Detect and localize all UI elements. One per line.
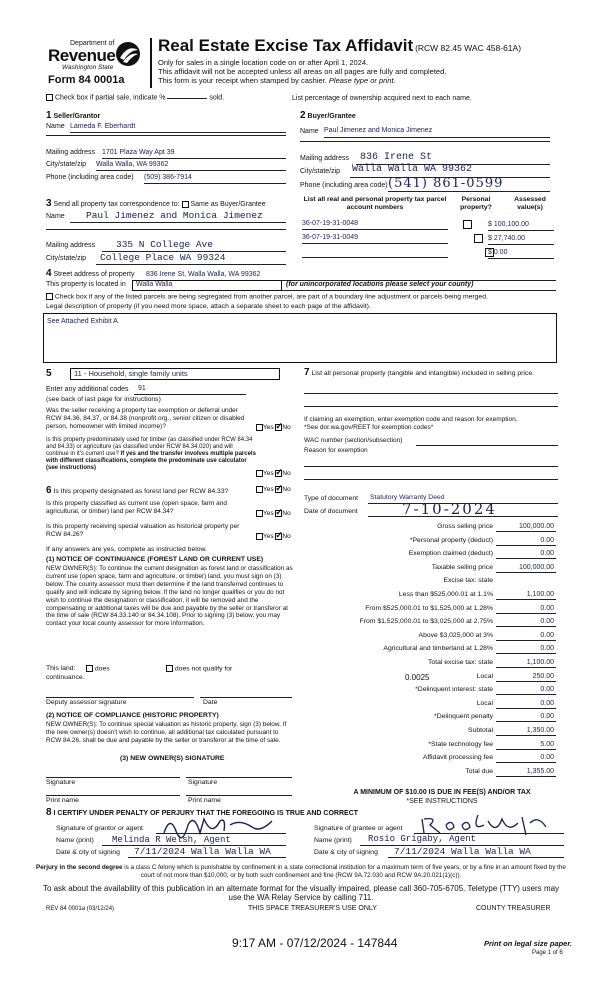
additional-codes-row: Enter any additional codes 91 (46, 386, 286, 394)
tax-row-label: Less than $525,000.01 at 1.1% (398, 591, 493, 598)
correspondence-name-line2 (46, 229, 286, 230)
parcel-row (302, 220, 448, 228)
logo-dept: Department of (70, 40, 115, 47)
local-rate: 0.0025 (405, 673, 430, 682)
reason-line[interactable] (304, 479, 558, 480)
minimum-notice: A MINIMUM OF $10.00 IS DUE IN FEE(S) AND/OR TAX (353, 789, 531, 796)
tax-row-value[interactable]: 0.00 (540, 700, 554, 707)
exemption-question: Was the seller receiving a property tax exemption or deferral under RCW 84.36, 84.37, or 84.38 (nonprofit org., senior citizen or disabled person, homeowner with limited income)? (46, 407, 245, 430)
header-divider (150, 38, 152, 88)
tax-row-label: Local (476, 673, 493, 680)
timber-no-checkbox[interactable] (275, 470, 282, 477)
buyer-city-field[interactable]: Walla Walla WA 99362 (352, 164, 473, 175)
wac-row: WAC number (section/subsection) (304, 437, 558, 445)
tax-row-value[interactable]: 0.00 (540, 605, 554, 612)
correspondence-heading: 3 Send all property tax correspondence to: Same as Buyer/Grantee (46, 198, 266, 209)
legal-description-text: See Attached Exhibit A (47, 318, 118, 325)
owner-signature-label: Signature (188, 779, 218, 786)
timber-question: Is this property predominately used for timber (as classified under RCW 84.34 and 84.33) or agriculture (as classified under RCW 84.34.020) and will continue in it's current use? If yes and the transfer involves multiple parcels with different classifications, complete the predominate use calculator (see instructions) (46, 437, 256, 471)
notice-continuance-title: (1) NOTICE OF CONTINUANCE (FOREST LAND OR CURRENT USE) (46, 556, 264, 563)
personal-property-line[interactable] (304, 393, 558, 394)
doc-type-row: Type of document Statutory Warranty Deed (304, 495, 558, 503)
tax-row-label: From $525,000.01 to $1,525,000 at 1.28% (365, 605, 493, 612)
tax-row-value[interactable]: 0.00 (540, 537, 554, 544)
doc-date-field[interactable]: 7-10-2024 (402, 500, 497, 518)
correspondence-name-row: Name Paul Jimenez and Monica Jimenez (46, 213, 286, 221)
assessed-value-field[interactable]: $ 0.00 (488, 249, 508, 256)
seller-name-row: Name Lameda F. Eberhardt (46, 123, 286, 131)
seller-heading: 1 Seller/Grantor (46, 110, 101, 121)
tax-row-label: Above $3,025,000 at 3% (418, 632, 493, 639)
tax-row-value[interactable]: 0.00 (540, 686, 554, 693)
tax-row-label: Total due (465, 768, 493, 775)
tax-row-value[interactable]: 100,000.00 (518, 523, 554, 530)
correspondence-city-field[interactable]: College Place WA 99324 (100, 252, 226, 263)
buyer-name-row: Name Paul Jimenez and Monica Jimenez (300, 128, 550, 136)
tax-row-label: *Personal property (deduct) (409, 537, 493, 544)
buyer-phone-field[interactable]: (541) 861-0599 (388, 176, 504, 191)
current-use-question: Is this property classified as current use (open space, farm and agricultural, or timber) land per RCW 84.34? (46, 500, 228, 515)
revision-label: REV 84 0001a (03/12/24) (46, 906, 115, 912)
street-address-row: 4 Street address of property 836 Irene St, Walla Walla, WA 99362 (46, 268, 556, 280)
seller-name-field[interactable]: Lameda F. Eberhardt (70, 123, 136, 130)
county-treasurer-label: COUNTY TREASURER (476, 905, 551, 912)
tax-row-label: Subtotal (468, 727, 493, 734)
exemption-code-label: If claiming an exemption, enter exemption code and reason for exemption. *See dor.wa.gov/REET for exemption codes* (304, 416, 518, 431)
same-as-buyer-checkbox[interactable] (182, 201, 189, 208)
correspondence-name-field[interactable]: Paul Jimenez and Monica Jimenez (86, 210, 263, 221)
buyer-mail-row: Mailing address 836 Irene St (300, 155, 550, 163)
buyer-heading: 2 Buyer/Grantee (300, 110, 356, 121)
tax-row-value[interactable]: 0.00 (540, 754, 554, 761)
notice-compliance-title: (2) NOTICE OF COMPLIANCE (HISTORIC PROPERTY) (46, 712, 219, 719)
location-select[interactable]: Walla Walla (132, 280, 282, 291)
current-use-no-checkbox[interactable] (275, 510, 282, 517)
owner-signature-line[interactable] (186, 777, 292, 778)
current-use-yes-no: Yes ✓ No (256, 510, 291, 518)
forest-yes-no: Yes ✓ No (256, 486, 291, 494)
form-number: Form 84 0001a (48, 74, 125, 87)
assessed-value-row (488, 249, 554, 257)
assessed-value-field[interactable]: $ 27,740.00 (488, 235, 525, 242)
deputy-signature-label: Deputy assessor signature (46, 699, 127, 706)
additional-codes-field[interactable]: 91 (138, 385, 146, 392)
buyer-name-line2 (300, 141, 550, 142)
doc-date-row: Date of document 7-10-2024 (304, 508, 558, 516)
see-back-note: (see back of last page for instructions) (46, 396, 161, 403)
tax-row-label: Total excise tax: state (428, 659, 493, 666)
tax-row-value[interactable]: 1,100.00 (526, 591, 554, 598)
grantee-date-row: Date & city of signing 7/11/2024 Walla Walla WA (314, 849, 564, 857)
forest-no-checkbox[interactable] (275, 486, 282, 493)
alt-format-note: To ask about the availability of this publication in an alternate format for the visually impaired, please call 360-705-6705. Teletype (TTY) users may use the WA Relay Service by calling 711. (42, 884, 560, 902)
tax-row-value[interactable]: 0.00 (540, 618, 554, 625)
tax-row-value[interactable]: 1,350.00 (526, 727, 554, 734)
grantor-sig-row: Signature of grantor or agent (56, 825, 286, 833)
legal-description-field[interactable] (43, 313, 557, 363)
seller-city-field[interactable]: Walla Walla, WA 99362 (96, 161, 169, 168)
buyer-name-field[interactable]: Paul Jimenez and Monica Jimenez (324, 127, 433, 134)
swoosh-logo-icon (114, 40, 142, 68)
grantee-name-row: Name (print) Rosio Grigaby, Agent (314, 837, 564, 845)
notice-compliance-body: NEW OWNER(S): To continue special valuation as historic property, sign (3) below. If the new owner(s) doesn't wish to continue, all additional tax calculated pursuant to RCW 84.26, shall be due and payable by the seller or transferor at the time of sale. (46, 721, 287, 744)
personal-property-line[interactable] (304, 406, 558, 407)
owner-signature-label: Signature (46, 779, 76, 786)
owner-print-label: Print name (188, 797, 221, 804)
tax-row-label: *Delinquent interest: state (415, 686, 493, 693)
section5-heading: 5 (46, 368, 52, 379)
reason-line[interactable] (304, 466, 558, 467)
tax-row-label: *State technology fee (428, 741, 493, 748)
segregated-checkbox[interactable] (46, 293, 53, 300)
perjury-note: Perjury in the second degree is a class C felony which is punishable by confinement in a state correctional institution for a maximum term of five years, or by a fine in an amount fixed by the court of not more than $10,000, or by both such confinement and fine (RCW 9A.72.030 and RCW 9A.20.021(1)(c)). (36, 864, 566, 879)
tax-row-value[interactable]: 0.00 (540, 713, 554, 720)
seller-name-line2 (46, 135, 286, 136)
owner-print-line[interactable] (46, 795, 180, 796)
this-land-row: This land: does does not qualify for continuance. (46, 665, 233, 682)
certify-row: 8 I CERTIFY UNDER PENALTY OF PERJURY THAT THE FOREGOING IS TRUE AND CORRECT (46, 807, 359, 818)
tax-row-value[interactable]: 0.00 (540, 645, 554, 652)
page-number: Page 1 of 6 (532, 950, 563, 956)
current-use-yes-checkbox[interactable] (256, 510, 263, 517)
grantor-date-row: Date & city of signing 7/11/2024 Walla Walla WA (56, 849, 286, 857)
tax-row-label: Agricultural and timberland at 1.28% (383, 645, 493, 652)
notice-continuance-body: NEW OWNER(S): To continue the current designation as forest land or classification as current use (open space, farm and agriculture, or timber) land, you must sign on (3) below. The county assessor must then determine if the land transferred continues to qualify and will indicate by signing below. If the land no longer qualifies or you do not wish to continue the designation or classification, it will be removed and the compensating or additional taxes will be due and payable by the seller or transferor at the time of sale (RCW 84.33.140 or 84.34.108). Prior to signing (3) below, you may contact your local county assessor for more information. (46, 565, 293, 628)
partial-sale-checkbox[interactable] (46, 94, 53, 101)
historic-yes-checkbox[interactable] (256, 533, 263, 540)
timber-yes-checkbox[interactable] (256, 470, 263, 477)
assessed-value-field[interactable]: $ 100,100.00 (488, 221, 529, 228)
does-not-qualify-checkbox[interactable] (166, 665, 173, 672)
personal-property-checkbox[interactable] (463, 220, 472, 229)
located-row: This property is located in Walla Walla (for unincorporated locations please select your county) (46, 281, 556, 289)
tax-row-value[interactable]: 0.00 (540, 632, 554, 639)
owner-print-label: Print name (46, 797, 79, 804)
historic-yes-no: Yes ✓ No (256, 533, 291, 541)
deputy-date-label: Date (203, 699, 218, 706)
seller-phone-row: Phone (including area code) (509) 386-7914 (46, 174, 286, 182)
grantee-name-field[interactable]: Rosio Grigaby, Agent (368, 834, 477, 844)
buyer-mail-field[interactable]: 836 Irene St (360, 152, 433, 163)
land-use-code-select[interactable]: 11 - Household, single family units (70, 368, 280, 380)
personal-property-checkbox[interactable] (474, 234, 483, 243)
correspondence-mail-field[interactable]: 335 N College Ave (116, 239, 213, 250)
grantee-sig-row: Signature of grantee or agent (314, 825, 564, 833)
owner-signature-line[interactable] (46, 777, 180, 778)
seller-phone-field[interactable]: (509) 386-7914 (144, 174, 192, 181)
header-line3: This form is your receipt when stamped by cashier. (158, 76, 327, 86)
assessed-col-header: Assessed value(s) (514, 196, 546, 212)
legal-size-note: Print on legal size paper. (484, 939, 572, 948)
tax-row-label: Exemption claimed (deduct) (408, 550, 493, 557)
tax-row-value[interactable]: 1,355.00 (526, 768, 554, 775)
timber-yes-no: Yes ✓ No (256, 470, 291, 478)
header-line1: Only for sales in a single location code on or after April 1, 2024. (158, 58, 369, 68)
tax-row-label: Affidavit processing fee (422, 754, 493, 761)
treasurer-use-label: THIS SPACE TREASURER'S USE ONLY (248, 905, 377, 912)
new-owner-signature-title: (3) NEW OWNER(S) SIGNATURE (120, 755, 225, 762)
does-qualify-checkbox[interactable] (86, 665, 93, 672)
correspondence-mail-row: Mailing address 335 N College Ave (46, 242, 286, 250)
list-percentage-note: List percentage of ownership acquired next to each name. (292, 95, 472, 102)
logo-state: Washington State (62, 64, 114, 72)
grantor-name-field[interactable]: Melinda R Welsh, Agent (112, 835, 231, 845)
grantor-date-field[interactable]: 7/11/2024 Walla Walla WA (134, 846, 271, 857)
deputy-signature-line[interactable] (46, 697, 194, 698)
tax-row-label: Taxable selling price (431, 564, 493, 571)
tax-row-value[interactable]: 250.00 (532, 673, 554, 680)
parcel-col-header: List all real and personal property tax parcel account numbers (303, 196, 447, 212)
tax-row-label: Excise tax: state (443, 577, 493, 584)
form-header (158, 36, 578, 85)
legal-label: Legal description of property (if you need more space, attach a separate sheet to each page of the affidavit). (46, 303, 371, 310)
seller-mail-row: Mailing address 1701 Plaza Way Apt 39 (46, 149, 286, 157)
historic-no-checkbox[interactable] (275, 533, 282, 540)
cashier-stamp: 9:17 AM - 07/12/2024 - 147844 (232, 936, 398, 950)
parcel-number-field[interactable]: 36-07-19-31-0049 (302, 234, 359, 241)
form-rcw: (RCW 82.45 WAC 458-61A) (415, 43, 522, 53)
tax-row-label: Gross selling price (437, 523, 493, 530)
tax-row-label: From $1,525,000.01 to $3,025,000 at 2.75% (359, 618, 493, 625)
seller-city-row: City/state/zip Walla Walla, WA 99362 (46, 161, 286, 169)
dor-logo (48, 40, 148, 87)
forest-yes-checkbox[interactable] (256, 486, 263, 493)
segregated-row: Check box if any of the listed parcels are being segregated from another parcel, are part of a boundary line adjustment or parcels being merged. (46, 293, 561, 301)
deputy-date-line[interactable] (200, 697, 292, 698)
tax-row-value[interactable]: 1,100.00 (526, 659, 554, 666)
partial-sale-label: Check box if partial sale, indicate % (54, 94, 166, 102)
tax-row-value[interactable]: 0.00 (540, 550, 554, 557)
historic-question: Is this property receiving special valuation as historical property per RCW 84.26? (46, 523, 240, 538)
buyer-phone-row: Phone (including area code) (541) 861-0599 (300, 182, 550, 190)
sold-label: sold. (209, 94, 225, 102)
grantee-date-field[interactable]: 7/11/2024 Walla Walla WA (394, 846, 531, 857)
if-yes-note: If any answers are yes, complete as instructed below. (46, 546, 207, 553)
tax-row-value[interactable]: 5.00 (540, 741, 554, 748)
parcel-number-field[interactable]: 36-07-19-31-0048 (302, 220, 359, 227)
form-title: Real Estate Excise Tax Affidavit (158, 36, 414, 55)
assessed-value-row (488, 235, 554, 243)
parcel-row (302, 234, 448, 242)
forest-question: 6 Is this property designated as forest land per RCW 84.33? (46, 485, 229, 496)
assessed-value-row (488, 221, 554, 229)
seller-mail-field[interactable]: 1701 Plaza Way Apt 39 (102, 149, 175, 156)
correspondence-city-row: City/state/zip College Place WA 99324 (46, 255, 286, 263)
tax-row-label: *Delinquent penalty (434, 713, 493, 720)
doc-type-field[interactable]: Statutory Warranty Deed (370, 494, 445, 501)
buyer-city-row: City/state/zip Walla Walla WA 99362 (300, 168, 550, 176)
street-address-field[interactable]: 836 Irene St, Walla Walla, WA 99362 (146, 271, 261, 278)
see-instructions: *SEE INSTRUCTIONS (406, 798, 478, 805)
owner-print-line[interactable] (186, 795, 292, 796)
header-type-print: Please type or print. (328, 76, 396, 86)
reason-row: Reason for exemption (304, 447, 368, 454)
partial-sale-row (46, 94, 224, 103)
personal-col-header: Personal property? (460, 196, 492, 212)
exemption-yes-checkbox[interactable] (256, 424, 263, 431)
tax-row-value[interactable]: 100,000.00 (518, 564, 554, 571)
exemption-no-checkbox[interactable] (275, 424, 282, 431)
exemption-yes-no: Yes ✓ No (256, 424, 291, 432)
tax-row-label: Local (476, 700, 493, 707)
personal-property-label: 7 List all personal property (tangible and intangible) included in selling price. (304, 367, 534, 378)
grantor-name-row: Name (print) Melinda R Welsh, Agent (56, 837, 286, 845)
header-line2: This affidavit will not be accepted unless all areas on all pages are fully and completed. (158, 67, 447, 77)
logo-revenue: Revenue (48, 46, 116, 66)
